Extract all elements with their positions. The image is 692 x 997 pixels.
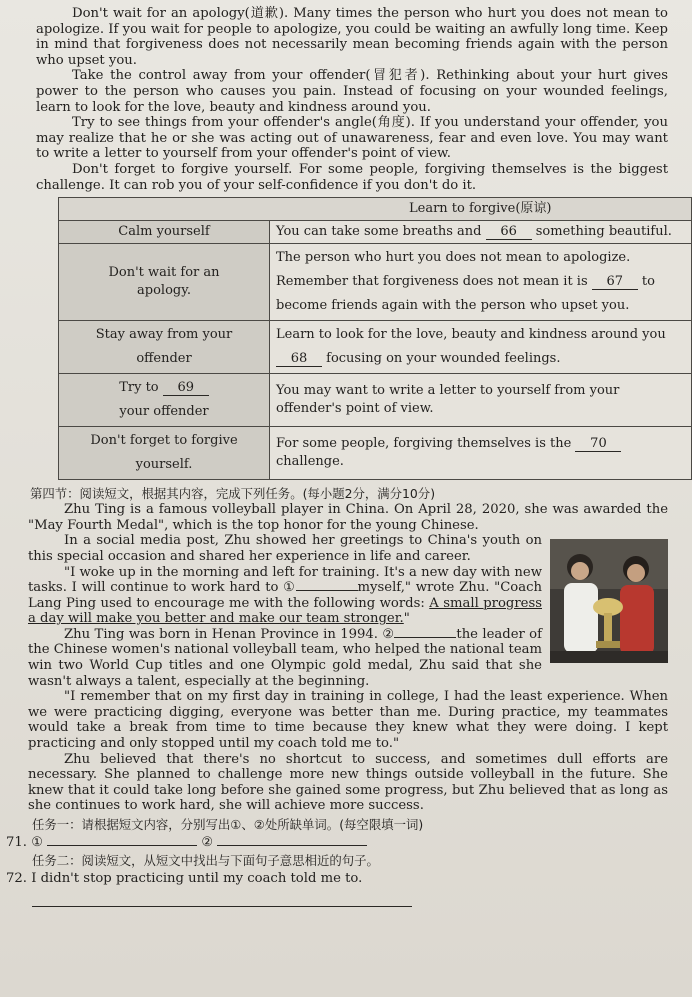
row-label: Calm yourself (59, 221, 270, 244)
table-row (59, 221, 692, 244)
blank-70[interactable]: 70 (575, 437, 621, 452)
paragraph-social-post: In a social media post, Zhu showed her greetings to China's youth on this special occasion and shared her experience in life and career. (28, 533, 542, 564)
paragraph-control: Take the control away from your offender(冒犯者). Rethinking about your hurt gives power to the person who causes you pain. Instead of focusing on your wounded feelings, learn to look for the love, beauty and kindness around you. (36, 68, 668, 115)
task-one: 任务一：请根据短文内容，分别写出①、②处所缺单词。(每空限填一词) (32, 817, 424, 832)
table-title: Learn to forgive(原谅) (270, 198, 692, 221)
paragraph-success: Zhu believed that there's no shortcut to success, and sometimes dull efforts are necessary. She planned to challenge more new things outside volleyball in the future. She knew that it could take long before she gained some progress, but Zhu believed that as long as she continues to work hard, she will achieve more success. (28, 751, 668, 814)
row-label: Don't forget to forgive yourself. (59, 427, 270, 480)
paragraph-forgive-yourself: Don't forget to forgive yourself. For some people, forgiving themselves is the biggest challenge. It can rob you of your self-confidence if you don't do it. (36, 161, 668, 193)
row-label: Try to 69 your offender (59, 374, 270, 427)
blank-66[interactable]: 66 (486, 225, 532, 240)
table-row (59, 244, 692, 321)
blank-68[interactable]: 68 (276, 352, 322, 367)
task-two: 任务二：阅读短文，从短文中找出与下面句子意思相近的句子。 (32, 853, 379, 868)
row-content: Learn to look for the love, beauty and kindness around you 68 focusing on your wounded feelings. (270, 321, 692, 374)
row-content: You can take some breaths and 66 something beautiful. (270, 221, 692, 244)
row-content: The person who hurt you does not mean to apologize. Remember that forgiveness does not mean it is 67 to become friends again with the person who upset you. (270, 244, 692, 321)
passage-top (36, 6, 668, 193)
row-content: For some people, forgiving themselves is the 70 challenge. (270, 427, 692, 480)
paragraph-angle: Try to see things from your offender's angle(角度). If you understand your offender, you may realize that he or she was acting out of unawareness, fear and even love. You may want to write a letter to yourself from your offender's point of view. (36, 115, 668, 162)
paragraph-quote: "I woke up in the morning and left for training. It's a new day with new tasks. I will continue to work hard to ① myself," wrote Zhu. "Coach Lang Ping used to encourage me with the following words: A small progress a day will make you better and make our team stronger." (28, 564, 542, 627)
answer-71-2[interactable] (217, 845, 367, 846)
paragraph-apology: Don't wait for an apology(道歉). Many times the person who hurt you does not mean to apologize. If you wait for people to apologize, you could be waiting an awfully long time. Keep in mind that forgiveness does not necessarily mean becoming friends again with the person who upset you. (36, 6, 668, 68)
underlined-sentence: A small progress a day will make you better and make our team stronger. (28, 595, 542, 627)
blank-67[interactable]: 67 (592, 275, 638, 290)
question-72: 72. I didn't stop practicing until my coach told me to. (6, 871, 363, 886)
answer-71-1[interactable] (47, 845, 197, 846)
paragraph-born: Zhu Ting was born in Henan Province in 1994. ② the leader of the Chinese women's national volleyball team, who helped the national team win two World Cup titles and one Olympic gold medal, Zhu said that she wasn't always a talent, especially at the beginning. (28, 626, 542, 689)
photo-image (550, 539, 668, 663)
question-71: 71. ① ② (6, 834, 668, 852)
volleyball-players-photo (550, 539, 668, 663)
table-row (59, 427, 692, 480)
row-content: You may want to write a letter to yourself from your offender's point of view. (270, 374, 692, 427)
row-label: Stay away from your offender (59, 321, 270, 374)
blank-69[interactable]: 69 (163, 381, 209, 396)
answer-72-line[interactable] (32, 888, 412, 907)
paragraph-training: "I remember that on my first day in training in college, I had the least experience. When we were practicing digging, everyone was better than me. During practice, my teammates would take a break from time to time because they knew what they were doing. I kept practicing and only stopped until my coach told me to." (28, 689, 668, 752)
row-label: Don't wait for an apology. (59, 244, 270, 321)
blank-2[interactable] (394, 637, 456, 638)
paragraph-zhu-intro: Zhu Ting is a famous volleyball player in China. On April 28, 2020, she was awarded the "May Fourth Medal", which is the top honor for the young Chinese. (28, 502, 668, 533)
table-row (59, 321, 692, 374)
table-row (59, 374, 692, 427)
forgive-table (58, 197, 692, 480)
zhu-passage (28, 502, 668, 814)
blank-1[interactable] (296, 590, 358, 591)
section-heading: 第四节：阅读短文，根据其内容，完成下列任务。(每小题2分，满分10分) (30, 486, 436, 502)
